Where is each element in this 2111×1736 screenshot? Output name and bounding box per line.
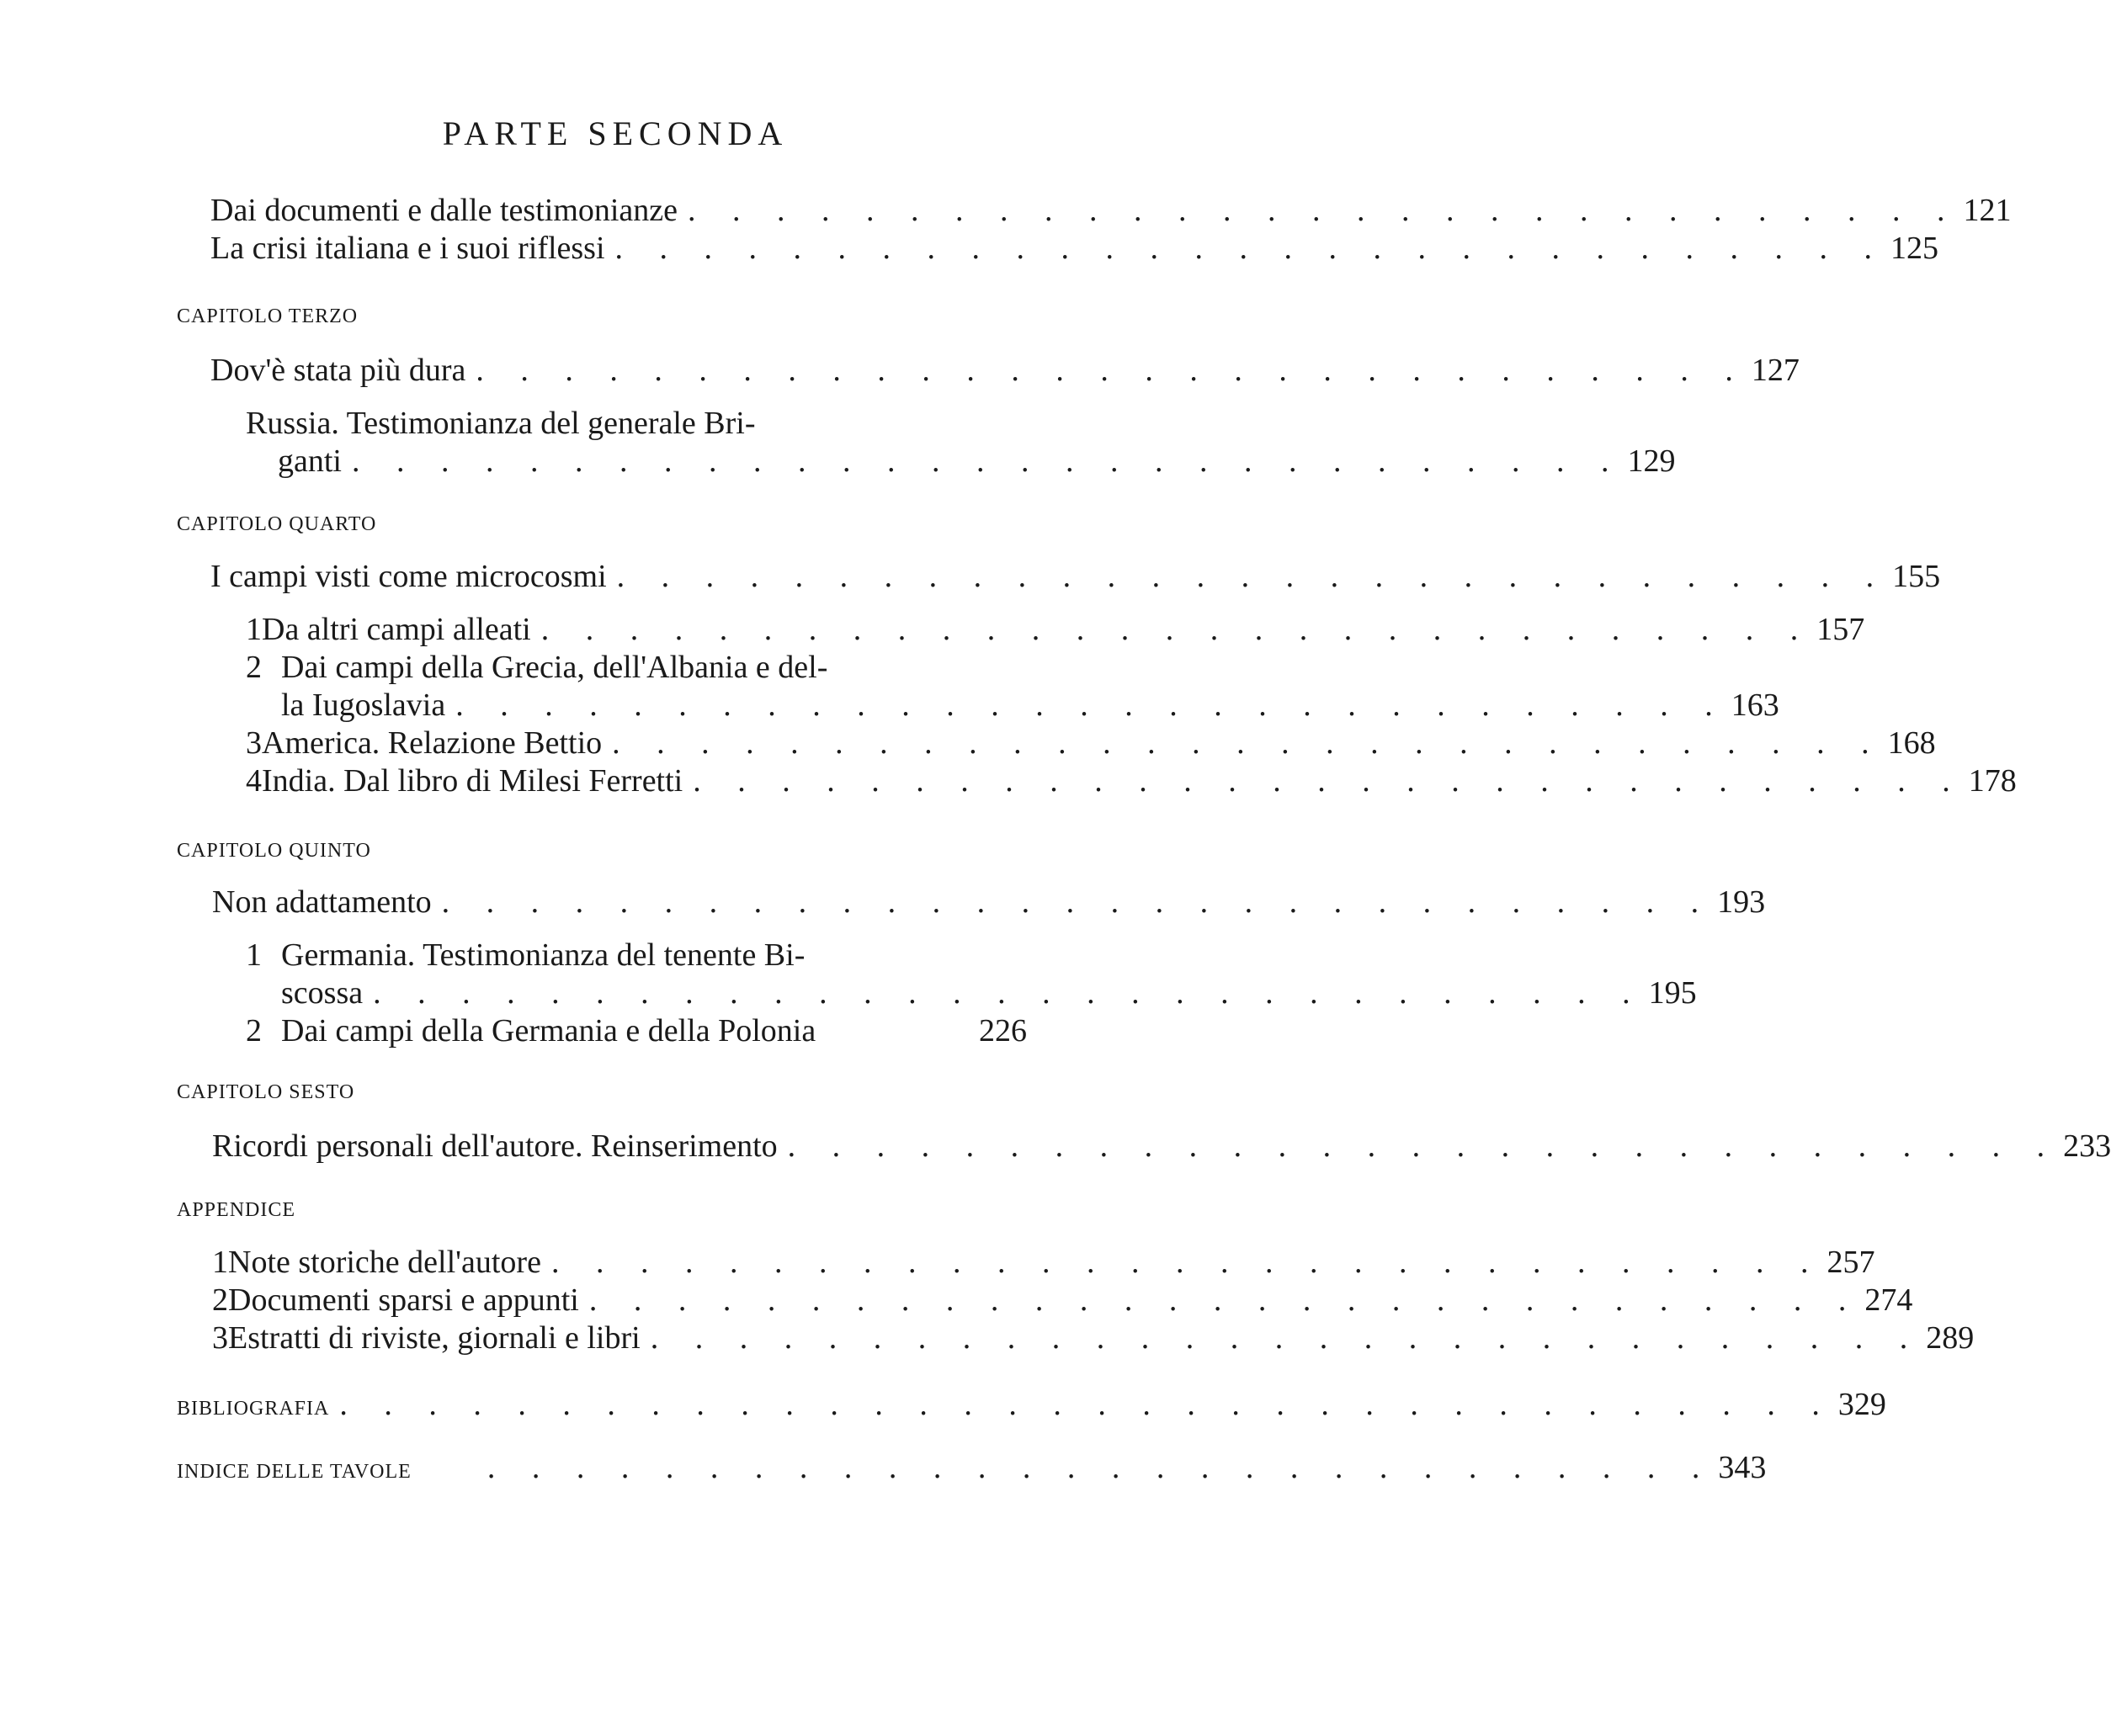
entry-page: 343	[1718, 1450, 1767, 1485]
entry-page: 195	[1648, 975, 1697, 1011]
entry-page: 329	[1837, 1387, 1886, 1422]
chapter-heading: CAPITOLO QUARTO	[177, 513, 377, 535]
entry-number: 2	[212, 1282, 228, 1318]
entry-page: 289	[1926, 1320, 1975, 1356]
toc-entry	[246, 937, 1027, 974]
entry-number: 1	[246, 937, 262, 973]
toc-entry	[210, 558, 1941, 596]
leader-dots: . . . . . . . . . . . . . . . . . . . . . . . . . . . . .	[787, 1128, 2060, 1164]
leader-dots: . . . . . . . . . . . . . . . . . . . . . . . . . . . . .	[476, 353, 1747, 388]
leader-dots: . . . . . . . . . . . . . . . . . . . . . . . . . . . . .	[693, 763, 1965, 799]
entry-number: 1	[246, 612, 262, 647]
entry-title: I campi visti come microcosmi	[210, 559, 607, 594]
entry-page: 121	[1963, 193, 2012, 228]
toc-entry	[246, 725, 1936, 762]
toc-entry	[210, 192, 2012, 230]
entry-title: Germania. Testimonianza del tenente Bi-	[281, 937, 806, 973]
toc-entry	[246, 611, 1865, 649]
entry-title: ganti	[278, 443, 342, 479]
leader-dots: . . . . . . . . . . . . . . . . . . . . . . . . . . . . .	[441, 884, 1714, 920]
toc-entry	[281, 974, 1697, 1012]
entry-page: 157	[1816, 612, 1865, 647]
toc-entry	[281, 687, 1779, 725]
toc-entry	[210, 230, 1939, 268]
entry-number: 3	[246, 725, 262, 761]
entry-page: 274	[1864, 1282, 1913, 1318]
entry-title: scossa	[281, 975, 364, 1011]
entry-title: La crisi italiana e i suoi riflessi	[210, 231, 605, 266]
entry-page: 129	[1627, 443, 1676, 479]
leader-dots: . . . . . . . . . . . . . . . . . . . . . . . . . . . . .	[550, 1245, 1823, 1280]
toc-entry	[212, 1319, 1975, 1357]
entry-page: 168	[1887, 725, 1936, 761]
toc-entry	[177, 1449, 1767, 1491]
entry-title: Russia. Testimonianza del generale Bri-	[246, 406, 756, 441]
entry-page: 257	[1827, 1245, 1875, 1280]
toc-entry	[212, 1244, 1875, 1282]
toc-entry	[246, 649, 1027, 687]
entry-title: Dov'è stata più dura	[210, 353, 466, 388]
toc-entry	[246, 762, 2017, 800]
entry-page: 226	[979, 1013, 1027, 1049]
entry-title: Da altri campi alleati	[262, 612, 531, 647]
toc-entry	[212, 1128, 2111, 1165]
toc-entry	[212, 884, 1766, 921]
entry-title: Note storiche dell'autore	[228, 1245, 541, 1280]
toc-entry	[246, 1012, 1027, 1050]
entry-number: 1	[212, 1245, 228, 1280]
leader-dots: . . . . . . . . . . . . . . . . . . . . . . . . . . . . .	[588, 1282, 1861, 1318]
leader-dots: . . . . . . . . . . . . . . . . . . . . . . . . . . . . .	[650, 1320, 1922, 1356]
chapter-heading: CAPITOLO TERZO	[177, 305, 359, 327]
toc-entry	[177, 1386, 1886, 1428]
entry-title: Documenti sparsi e appunti	[228, 1282, 579, 1318]
leader-dots: . . . . . . . . . . . . . . . . . . . . . . . . . . . . .	[540, 612, 1813, 647]
leader-dots: . . . . . . . . . . . . . . . . . . . . . . . . . . . . .	[688, 193, 1959, 228]
leader-dots: . . . . . . . . . . . . . . . . . . . . . . . . . . . . .	[373, 975, 1645, 1011]
appendix-heading: APPENDICE	[177, 1199, 296, 1221]
toc-entry	[210, 352, 1800, 390]
leader-dots: . . . . . . . . . . . . . . . . . . . . . . . . . . . .	[487, 1450, 1715, 1485]
leader-dots: . . . . . . . . . . . . . . . . . . . . . . . . . . . . .	[455, 687, 1727, 723]
entry-title: Non adattamento	[212, 884, 432, 920]
entry-number: 2	[246, 1013, 262, 1049]
toc-entry	[212, 1282, 1913, 1319]
leader-dots: . . . . . . . . . . . . . . . . . . . . . . . . . . . . .	[612, 725, 1884, 761]
entry-page: 178	[1968, 763, 2017, 799]
entry-page: 163	[1731, 687, 1779, 723]
entry-title: Estratti di riviste, giornali e libri	[228, 1320, 641, 1356]
leader-dots: . . . . . . . . . . . . . . . . . . . . . . . . . . . . .	[614, 231, 1887, 266]
entry-page: 233	[2063, 1128, 2111, 1164]
entry-number: 2	[246, 650, 262, 685]
part-title: PARTE SECONDA	[442, 114, 789, 152]
leader-dots: . . . . . . . . . . . . . . . . . . . . . . . . . . . . . . . . . .	[339, 1387, 1834, 1422]
entry-title: India. Dal libro di Milesi Ferretti	[262, 763, 683, 799]
entry-number: 3	[212, 1320, 228, 1356]
entry-title: Dai documenti e dalle testimonianze	[210, 193, 678, 228]
entry-title: America. Relazione Bettio	[262, 725, 603, 761]
entry-page: 155	[1892, 559, 1941, 594]
chapter-heading: CAPITOLO SESTO	[177, 1081, 355, 1103]
leader-dots: . . . . . . . . . . . . . . . . . . . . . . . . . . . . .	[616, 559, 1889, 594]
chapter-heading: CAPITOLO QUINTO	[177, 840, 371, 862]
plates-index-title: INDICE DELLE TAVOLE	[177, 1461, 412, 1483]
bibliography-title: BIBLIOGRAFIA	[177, 1398, 330, 1420]
entry-title: Dai campi della Grecia, dell'Albania e del-	[281, 650, 828, 685]
leader-dots: . . . . . . . . . . . . . . . . . . . . . . . . . . . . .	[351, 443, 1624, 479]
entry-title: Ricordi personali dell'autore. Reinserimento	[212, 1128, 778, 1164]
entry-page: 193	[1717, 884, 1766, 920]
entry-page: 127	[1751, 353, 1800, 388]
entry-number: 4	[246, 763, 262, 799]
entry-title: Dai campi della Germania e della Polonia	[281, 1013, 816, 1049]
toc-entry	[278, 443, 1676, 480]
entry-title: la Iugoslavia	[281, 687, 446, 723]
entry-page: 125	[1890, 231, 1939, 266]
